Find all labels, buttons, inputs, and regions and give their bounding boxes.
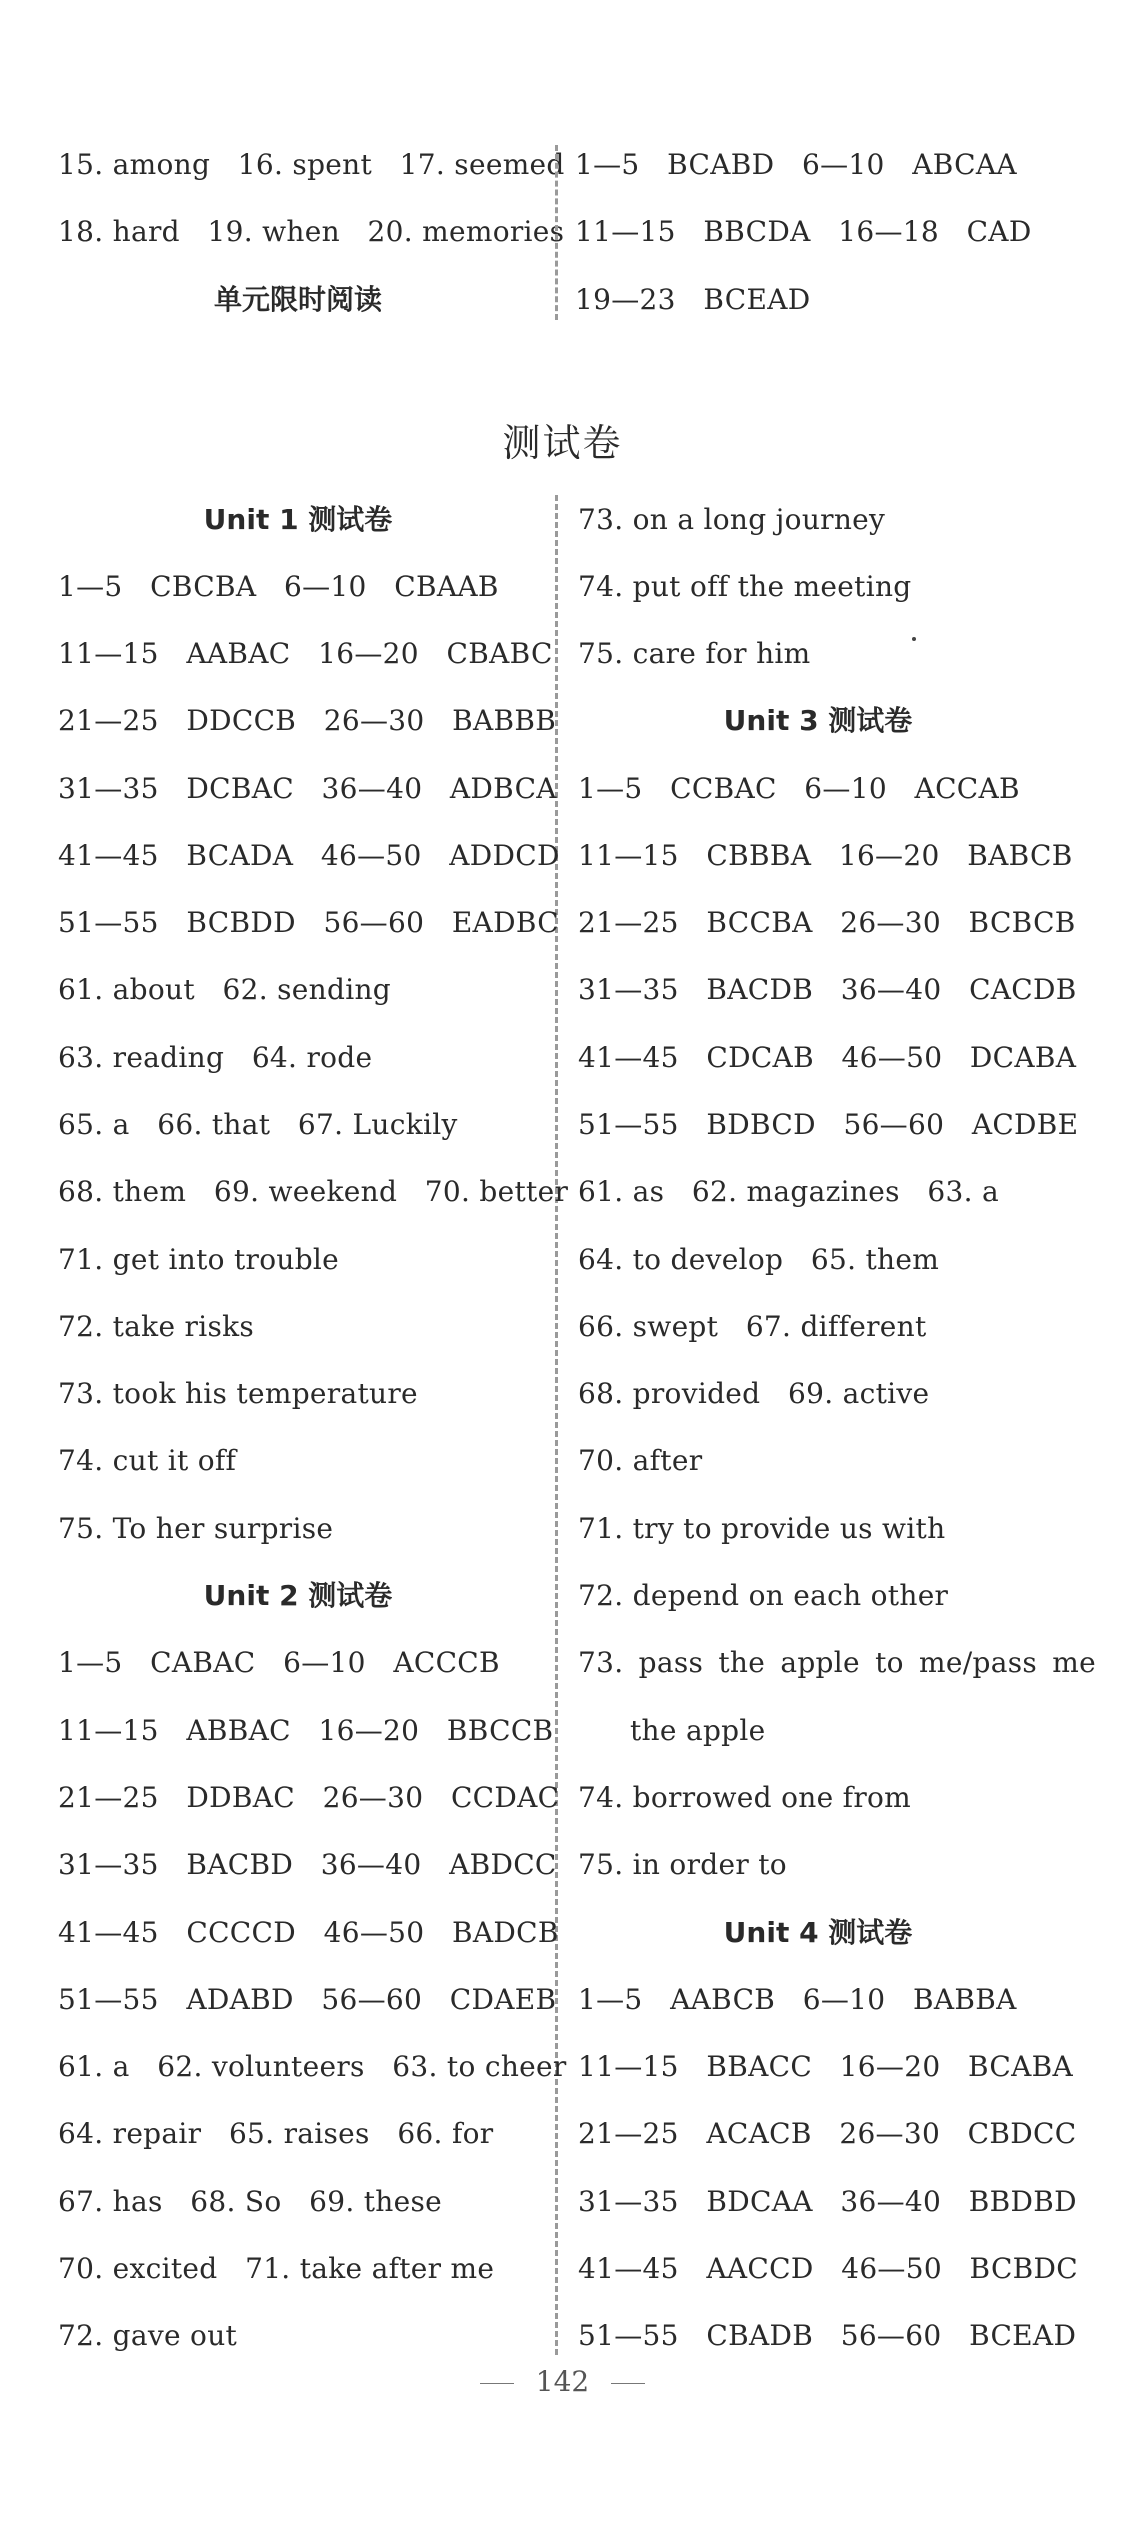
unit1-answer-line: 73. took his temperature — [58, 1377, 418, 1410]
unit3-answer-line: 66. swept 67. different — [578, 1310, 927, 1343]
unit3-answer-line: 75. in order to — [578, 1848, 787, 1881]
unit3-answer-line: 61. as 62. magazines 63. a — [578, 1175, 999, 1208]
unit3-answer-line: the apple — [630, 1714, 766, 1747]
page-title: 测试卷 — [502, 421, 623, 465]
unit3-answer-line: 74. borrowed one from — [578, 1781, 912, 1814]
unit4-answer-line: 31—35 BDCAA 36—40 BBDBD — [578, 2185, 1077, 2218]
unit1-answer-line: 75. To her surprise — [58, 1512, 334, 1545]
unit3-answer-line: 73. pass the apple to me/pass me — [578, 1646, 1096, 1679]
top-right-line: 1—5 BCABD 6—10 ABCAA — [575, 148, 1017, 181]
top-column-divider — [555, 145, 558, 320]
unit4-answer-line: 41—45 AACCD 46—50 BCBDC — [578, 2252, 1079, 2285]
unit3-answer-line: 1—5 CCBAC 6—10 ACCAB — [578, 772, 1020, 805]
unit4-answer-line: 21—25 ACACB 26—30 CBDCC — [578, 2117, 1077, 2150]
unit1-answer-line: 61. about 62. sending — [58, 973, 392, 1006]
unit2-answer-line: 41—45 CCCCD 46—50 BADCB — [58, 1916, 559, 1949]
unit3-answer-line: 70. after — [578, 1444, 703, 1477]
unit2-answer-line: 1—5 CABAC 6—10 ACCCB — [58, 1646, 500, 1679]
unit2-answer-line: 64. repair 65. raises 66. for — [58, 2117, 494, 2150]
unit4-answer-line: 1—5 AABCB 6—10 BABBA — [578, 1983, 1017, 2016]
unit1-continued-line: 73. on a long journey — [578, 503, 886, 536]
unit2-answer-line: 51—55 ADABD 56—60 CDAEB — [58, 1983, 557, 2016]
top-right-line: 19—23 BCEAD — [575, 283, 811, 316]
unit1-heading: Unit 1 测试卷 — [203, 503, 393, 536]
unit1-answer-line: 1—5 CBCBA 6—10 CBAAB — [58, 570, 499, 603]
print-speck — [912, 637, 916, 641]
unit3-heading: Unit 3 测试卷 — [723, 704, 913, 737]
unit1-answer-line: 68. them 69. weekend 70. better — [58, 1175, 569, 1208]
unit3-answer-line: 41—45 CDCAB 46—50 DCABA — [578, 1041, 1077, 1074]
unit1-answer-line: 65. a 66. that 67. Luckily — [58, 1108, 458, 1141]
unit2-answer-line: 61. a 62. volunteers 63. to cheer — [58, 2050, 567, 2083]
section-heading-reading: 单元限时阅读 — [213, 283, 382, 316]
unit2-answer-line: 72. gave out — [58, 2319, 238, 2352]
page-number-left-dash — [480, 2383, 514, 2384]
unit3-answer-line: 21—25 BCCBA 26—30 BCBCB — [578, 906, 1076, 939]
unit1-continued-line: 75. care for him — [578, 637, 811, 670]
unit4-answer-line: 11—15 BBACC 16—20 BCABA — [578, 2050, 1074, 2083]
top-left-line: 18. hard 19. when 20. memories — [58, 215, 565, 248]
unit1-answer-line: 74. cut it off — [58, 1444, 237, 1477]
unit3-answer-line: 72. depend on each other — [578, 1579, 949, 1612]
unit2-heading: Unit 2 测试卷 — [203, 1579, 393, 1612]
unit1-answer-line: 51—55 BCBDD 56—60 EADBC — [58, 906, 559, 939]
page-number-value: 142 — [535, 2365, 590, 2398]
unit4-answer-line: 51—55 CBADB 56—60 BCEAD — [578, 2319, 1077, 2352]
unit1-answer-line: 21—25 DDCCB 26—30 BABBB — [58, 704, 557, 737]
unit1-continued-line: 74. put off the meeting — [578, 570, 912, 603]
top-right-line: 11—15 BBCDA 16—18 CAD — [575, 215, 1032, 248]
unit2-answer-line: 67. has 68. So 69. these — [58, 2185, 443, 2218]
unit3-answer-line: 64. to develop 65. them — [578, 1243, 940, 1276]
unit1-answer-line: 31—35 DCBAC 36—40 ADBCA — [58, 772, 557, 805]
unit3-answer-line: 68. provided 69. active — [578, 1377, 930, 1410]
unit1-answer-line: 41—45 BCADA 46—50 ADDCD — [58, 839, 560, 872]
unit1-answer-line: 71. get into trouble — [58, 1243, 340, 1276]
unit4-heading: Unit 4 测试卷 — [723, 1916, 913, 1949]
page-number — [0, 2365, 1125, 2398]
unit1-answer-line: 11—15 AABAC 16—20 CBABC — [58, 637, 553, 670]
unit3-answer-line: 31—35 BACDB 36—40 CACDB — [578, 973, 1077, 1006]
unit3-answer-line: 11—15 CBBBA 16—20 BABCB — [578, 839, 1073, 872]
unit2-answer-line: 31—35 BACBD 36—40 ABDCC — [58, 1848, 557, 1881]
top-left-line: 15. among 16. spent 17. seemed — [58, 148, 565, 181]
unit3-answer-line: 71. try to provide us with — [578, 1512, 946, 1545]
unit2-answer-line: 11—15 ABBAC 16—20 BBCCB — [58, 1714, 554, 1747]
page-number-right-dash — [611, 2383, 645, 2384]
unit1-answer-line: 63. reading 64. rode — [58, 1041, 373, 1074]
unit2-answer-line: 70. excited 71. take after me — [58, 2252, 495, 2285]
unit3-answer-line: 51—55 BDBCD 56—60 ACDBE — [578, 1108, 1079, 1141]
unit2-answer-line: 21—25 DDBAC 26—30 CCDAC — [58, 1781, 560, 1814]
unit1-answer-line: 72. take risks — [58, 1310, 255, 1343]
